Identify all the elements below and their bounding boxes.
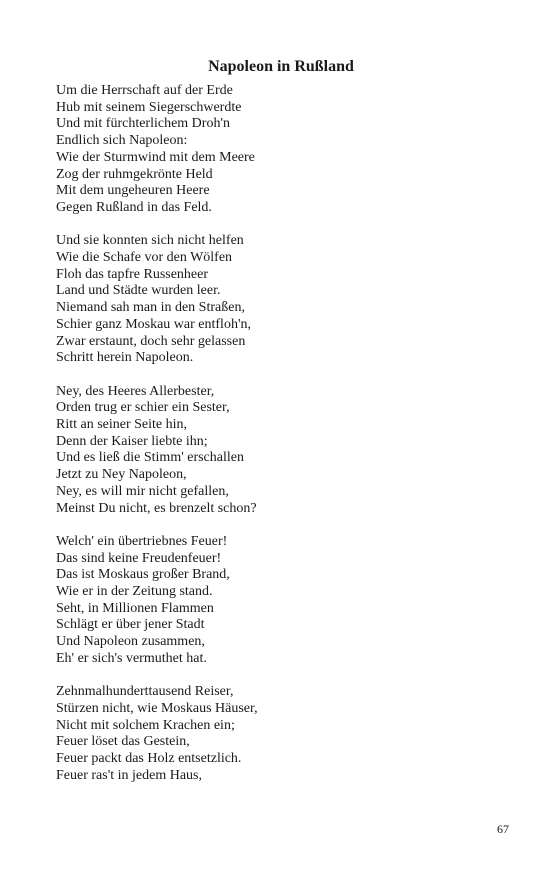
verse-line: Wie er in der Zeitung stand.	[56, 584, 213, 600]
verse-line: Wie der Sturmwind mit dem Meere	[56, 149, 255, 165]
verse-line: Hub mit seinem Siegerschwerdte	[56, 99, 242, 115]
verse-line: Feuer packt das Holz entsetzlich.	[56, 751, 242, 767]
verse-line: Und sie konnten sich nicht helfen	[56, 233, 244, 249]
verse-line: Seht, in Millionen Flammen	[56, 600, 214, 616]
verse-line: Niemand sah man in den Straßen,	[56, 300, 245, 316]
verse-line: Das sind keine Freudenfeuer!	[56, 550, 222, 566]
verse-line: Schier ganz Moskau war entfloh'n,	[56, 316, 251, 332]
verse-line: Schritt herein Napoleon.	[56, 350, 194, 366]
verse-line: Orden trug er schier ein Sester,	[56, 400, 230, 416]
verse-line: Feuer ras't in jedem Haus,	[56, 767, 202, 783]
verse-line: Und mit fürchterlichem Droh'n	[56, 116, 230, 132]
verse-line: Welch' ein übertriebnes Feuer!	[56, 533, 228, 549]
verse-line: Ney, des Heeres Allerbester,	[56, 383, 215, 399]
verse-line: Land und Städte wurden leer.	[56, 283, 221, 299]
stanza-1	[56, 83, 496, 217]
verse-line: Meinst Du nicht, es brenzelt schon?	[56, 500, 257, 516]
verse-line: Zog der ruhmgekrönte Held	[56, 166, 213, 182]
verse-line: Schlägt er über jener Stadt	[56, 617, 205, 633]
verse-line: Feuer löset das Gestein,	[56, 734, 190, 750]
stanza-3	[56, 384, 496, 518]
verse-line: Floh das tapfre Russenheer	[56, 266, 209, 282]
poem-body	[56, 83, 496, 801]
verse-line: Zehnmalhunderttausend Reiser,	[56, 684, 234, 700]
stanza-5	[56, 684, 496, 784]
verse-line: Stürzen nicht, wie Moskaus Häuser,	[56, 700, 258, 716]
verse-line: Wie die Schafe vor den Wölfen	[56, 250, 233, 266]
verse-line: Ney, es will mir nicht gefallen,	[56, 483, 229, 499]
verse-line: Jetzt zu Ney Napoleon,	[56, 467, 187, 483]
verse-line: Und Napoleon zusammen,	[56, 634, 205, 650]
verse-line: Mit dem ungeheuren Heere	[56, 183, 210, 199]
verse-line: Nicht mit solchem Krachen ein;	[56, 717, 235, 733]
verse-line: Das ist Moskaus großer Brand,	[56, 567, 230, 583]
verse-line: Ritt an seiner Seite hin,	[56, 417, 188, 433]
verse-line: Gegen Rußland in das Feld.	[56, 199, 212, 215]
stanza-4	[56, 534, 496, 668]
poem-title: Napoleon in Rußland	[208, 58, 354, 75]
page-number: 67	[497, 822, 509, 836]
verse-line: Und es ließ die Stimm' erschallen	[56, 450, 244, 466]
stanza-2	[56, 233, 496, 367]
verse-line: Endlich sich Napoleon:	[56, 133, 188, 149]
verse-line: Denn der Kaiser liebte ihn;	[56, 433, 208, 449]
verse-line: Eh' er sich's vermuthet hat.	[56, 650, 207, 666]
verse-line: Um die Herrschaft auf der Erde	[56, 83, 233, 98]
verse-line: Zwar erstaunt, doch sehr gelassen	[56, 333, 246, 349]
